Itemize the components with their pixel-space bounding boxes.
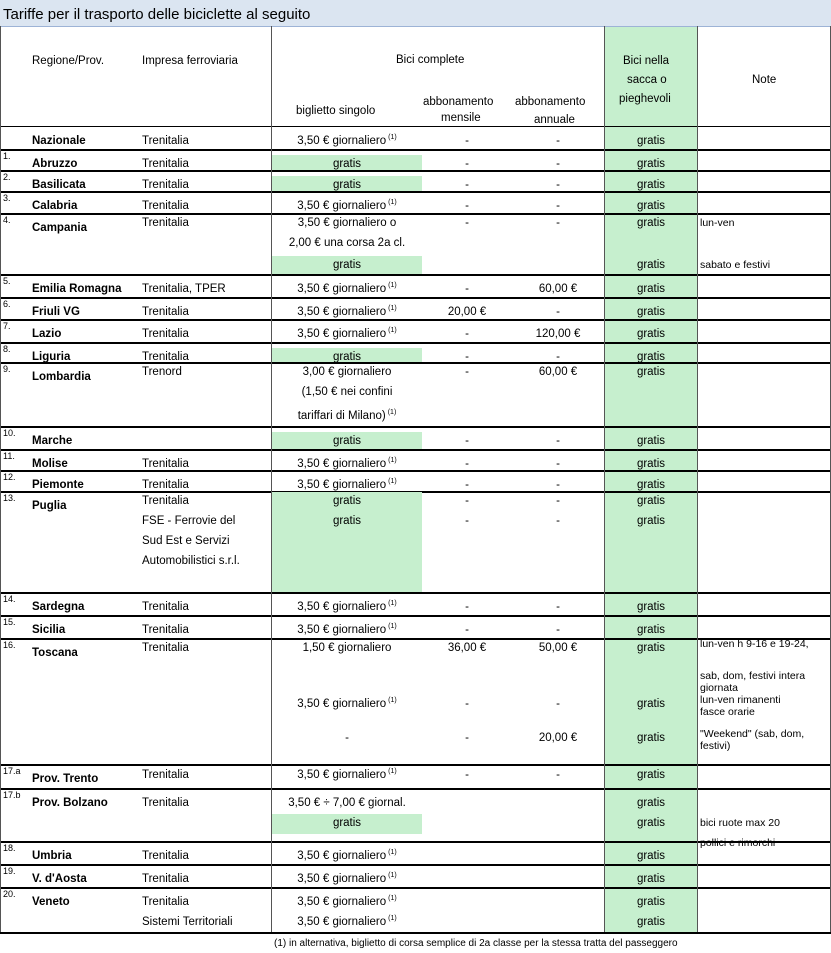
sacca-cell: gratis: [636, 259, 666, 271]
annuale-cell: 60,00 €: [538, 366, 578, 378]
biglietto-cell: gratis: [332, 351, 362, 363]
sacca-cell: gratis: [636, 916, 666, 928]
region-name: Marche: [32, 435, 73, 447]
annuale-cell: -: [556, 698, 560, 710]
title-bar: [0, 0, 831, 27]
region-name: Puglia: [32, 500, 67, 512]
note-cell: sabato e festivi: [700, 259, 771, 271]
annuale-cell: -: [556, 217, 560, 229]
impresa-cell: Trenitalia: [142, 896, 189, 908]
row-number: 14.: [3, 594, 16, 604]
sheet-title: Tariffe per il trasporto delle biciclette al seguito: [3, 6, 311, 23]
annuale-cell: -: [556, 135, 560, 147]
footnote-ref: (1): [388, 327, 397, 334]
annuale-cell: -: [556, 435, 560, 447]
mensile-cell: -: [465, 601, 469, 613]
biglietto-cell: 1,50 € giornaliero: [302, 642, 392, 654]
note-cell: bici ruote max 20: [700, 817, 780, 829]
biglietto-cell: 3,50 € giornaliero $^{(1)}$: [297, 849, 397, 862]
region-name: Friuli VG: [32, 306, 80, 318]
biglietto-cell: 3,50 € giornaliero $^{(1)}$: [297, 134, 397, 147]
row-separator: [0, 426, 831, 428]
row-number: 15.: [3, 617, 16, 627]
row-number: 4.: [3, 215, 11, 225]
biglietto-cell: 3,50 € giornaliero $^{(1)}$: [297, 282, 397, 295]
footnote-ref: (1): [388, 134, 397, 141]
impresa-cell: Trenitalia: [142, 158, 189, 170]
region-name: Toscana: [32, 647, 78, 659]
impresa-cell: Trenitalia: [142, 642, 189, 654]
mensile-cell: -: [465, 328, 469, 340]
footnote-ref: (1): [388, 623, 397, 630]
impresa-cell: Trenitalia: [142, 179, 189, 191]
biglietto-cell: 2,00 € una corsa 2a cl.: [288, 237, 406, 249]
biglietto-cell: gratis: [332, 495, 362, 507]
footnote-ref: (1): [388, 199, 397, 206]
sacca-cell: gratis: [636, 642, 666, 654]
row-number: 17.b: [3, 790, 21, 800]
mensile-cell: 36,00 €: [447, 642, 487, 654]
biglietto-green-bg: [272, 532, 422, 552]
row-number: 12.: [3, 472, 16, 482]
sacca-cell: gratis: [636, 158, 666, 170]
row-separator: [0, 788, 831, 790]
row-separator: [0, 449, 831, 451]
sacca-cell: gratis: [636, 817, 666, 829]
header-impresa: Impresa ferroviaria: [142, 55, 238, 67]
annuale-cell: -: [556, 306, 560, 318]
annuale-cell: -: [556, 179, 560, 191]
region-name: Campania: [32, 222, 87, 234]
region-name: Basilicata: [32, 179, 86, 191]
biglietto-green-bg: [272, 552, 422, 593]
footnote-ref: (1): [388, 872, 397, 879]
sacca-cell: gratis: [636, 601, 666, 613]
header-sacca-1: Bici nella: [623, 55, 670, 67]
grid-line: [0, 26, 1, 932]
row-separator: [0, 213, 831, 215]
footnote: (1) in alternativa, biglietto di corsa semplice di 2a classe per la stessa tratta del passeggero: [274, 938, 678, 949]
biglietto-cell: (1,50 € nei confini: [301, 386, 393, 398]
sacca-cell: gratis: [636, 351, 666, 363]
note-cell: lun-ven: [700, 217, 735, 229]
region-name: Molise: [32, 458, 68, 470]
row-separator: [0, 764, 831, 766]
mensile-cell: -: [465, 624, 469, 636]
header-sacca-2: sacca o: [627, 74, 667, 86]
impresa-cell: Sud Est e Servizi: [142, 535, 230, 547]
impresa-cell: Trenitalia: [142, 873, 189, 885]
biglietto-cell: 3,50 € giornaliero $^{(1)}$: [297, 327, 397, 340]
row-separator: [0, 615, 831, 617]
biglietto-cell: 3,50 € giornaliero $^{(1)}$: [297, 478, 397, 491]
sacca-cell: gratis: [636, 769, 666, 781]
row-separator: [0, 887, 831, 889]
annuale-cell: -: [556, 769, 560, 781]
impresa-cell: FSE - Ferrovie del: [142, 515, 236, 527]
region-name: Lombardia: [32, 371, 91, 383]
region-name: Calabria: [32, 200, 78, 212]
annuale-cell: 50,00 €: [538, 642, 578, 654]
row-number: 11.: [3, 451, 15, 461]
mensile-cell: -: [465, 495, 469, 507]
row-number: 18.: [3, 843, 16, 853]
sacca-cell: gratis: [636, 624, 666, 636]
annuale-cell: -: [556, 624, 560, 636]
biglietto-cell: gratis: [332, 515, 362, 527]
row-number: 13.: [3, 493, 16, 503]
mensile-cell: -: [465, 458, 469, 470]
impresa-cell: Sistemi Territoriali: [142, 916, 233, 928]
biglietto-cell: 3,50 € giornaliero $^{(1)}$: [297, 872, 397, 885]
biglietto-cell: 3,50 € giornaliero $^{(1)}$: [297, 600, 397, 613]
note-cell: lun-ven rimanenti: [700, 694, 781, 706]
impresa-cell: Trenitalia: [142, 351, 189, 363]
mensile-cell: -: [465, 217, 469, 229]
row-number: 10.: [3, 428, 16, 438]
mensile-cell: -: [465, 283, 469, 295]
sacca-cell: gratis: [636, 283, 666, 295]
mensile-cell: -: [465, 135, 469, 147]
mensile-cell: -: [465, 158, 469, 170]
biglietto-cell: 3,50 € giornaliero $^{(1)}$: [297, 895, 397, 908]
impresa-cell: Trenitalia: [142, 135, 189, 147]
region-name: Prov. Trento: [32, 773, 99, 785]
biglietto-cell: gratis: [332, 179, 362, 191]
impresa-cell: Trenitalia: [142, 306, 189, 318]
footnote-ref: (1): [388, 697, 397, 704]
header-bici-complete: Bici complete: [396, 54, 465, 66]
impresa-cell: Trenitalia: [142, 200, 189, 212]
region-name: Abruzzo: [32, 158, 78, 170]
row-separator: [0, 319, 831, 321]
region-name: Umbria: [32, 850, 72, 862]
sacca-cell: gratis: [636, 328, 666, 340]
table-bottom-border: [0, 932, 831, 934]
annuale-cell: -: [556, 351, 560, 363]
region-name: V. d'Aosta: [32, 873, 87, 885]
row-number: 5.: [3, 276, 11, 286]
footnote-ref: (1): [388, 849, 397, 856]
region-name: Liguria: [32, 351, 71, 363]
annuale-cell: -: [556, 601, 560, 613]
sacca-cell: gratis: [636, 797, 666, 809]
row-separator: [0, 170, 831, 172]
biglietto-cell: 3,50 € ÷ 7,00 € giornal.: [288, 797, 406, 809]
impresa-cell: Trenitalia: [142, 797, 189, 809]
sacca-cell: gratis: [636, 873, 666, 885]
grid-line: [271, 26, 272, 932]
region-name: Emilia Romagna: [32, 283, 122, 295]
row-number: 20.: [3, 889, 16, 899]
biglietto-cell: 3,50 € giornaliero $^{(1)}$: [297, 457, 397, 470]
biglietto-cell: 3,50 € giornaliero $^{(1)}$: [297, 623, 397, 636]
sacca-cell: gratis: [636, 698, 666, 710]
footnote-ref: (1): [387, 409, 397, 416]
header-annuale-1: abbonamento: [515, 96, 586, 108]
row-number: 16.: [3, 640, 16, 650]
row-separator: [0, 841, 831, 843]
impresa-cell: Automobilistici s.r.l.: [142, 555, 240, 567]
row-number: 6.: [3, 299, 11, 309]
footnote-ref: (1): [388, 457, 397, 464]
sacca-cell: gratis: [636, 135, 666, 147]
region-name: Prov. Bolzano: [32, 797, 108, 809]
mensile-cell: -: [465, 479, 469, 491]
impresa-cell: Trenitalia: [142, 217, 189, 229]
row-separator: [0, 297, 831, 299]
footnote-ref: (1): [388, 282, 397, 289]
biglietto-cell: 3,50 € giornaliero $^{(1)}$: [297, 697, 397, 710]
mensile-cell: -: [465, 179, 469, 191]
impresa-cell: Trenitalia: [142, 624, 189, 636]
row-separator: [0, 274, 831, 276]
biglietto-cell: -: [345, 732, 349, 744]
note-cell: giornata: [700, 682, 738, 694]
annuale-cell: -: [556, 479, 560, 491]
row-separator: [0, 470, 831, 472]
biglietto-cell: 3,50 € giornaliero $^{(1)}$: [297, 199, 397, 212]
sacca-cell: gratis: [636, 515, 666, 527]
mensile-cell: -: [465, 769, 469, 781]
impresa-cell: Trenitalia: [142, 495, 189, 507]
region-name: Nazionale: [32, 135, 86, 147]
sacca-cell: gratis: [636, 217, 666, 229]
row-separator: [0, 191, 831, 193]
annuale-cell: -: [556, 515, 560, 527]
annuale-cell: 60,00 €: [538, 283, 578, 295]
sacca-cell: gratis: [636, 200, 666, 212]
biglietto-cell: gratis: [332, 158, 362, 170]
sacca-cell: gratis: [636, 366, 666, 378]
biglietto-cell: gratis: [332, 817, 362, 829]
row-number: 3.: [3, 193, 11, 203]
annuale-cell: -: [556, 200, 560, 212]
sacca-cell: gratis: [636, 435, 666, 447]
grid-line: [697, 26, 698, 932]
row-number: 9.: [3, 364, 11, 374]
mensile-cell: -: [465, 732, 469, 744]
sacca-cell: gratis: [636, 458, 666, 470]
note-cell: sab, dom, festivi intera: [700, 670, 806, 682]
mensile-cell: -: [465, 515, 469, 527]
note-cell: pollici e rimorchi: [700, 837, 776, 849]
biglietto-cell: 3,50 € giornaliero $^{(1)}$: [297, 915, 397, 928]
footnote-ref: (1): [388, 600, 397, 607]
row-separator: [0, 362, 831, 364]
header-mensile-1: abbonamento: [423, 96, 494, 108]
impresa-cell: Trenitalia: [142, 769, 189, 781]
annuale-cell: 20,00 €: [538, 732, 578, 744]
mensile-cell: 20,00 €: [447, 306, 487, 318]
mensile-cell: -: [465, 366, 469, 378]
note-cell: lun-ven h 9-16 e 19-24,: [700, 638, 809, 650]
row-separator: [0, 864, 831, 866]
region-name: Sardegna: [32, 601, 85, 613]
impresa-cell: Trenitalia: [142, 458, 189, 470]
region-name: Veneto: [32, 896, 70, 908]
header-sacca-3: pieghevoli: [619, 93, 671, 105]
footnote-ref: (1): [388, 305, 397, 312]
sacca-cell: gratis: [636, 896, 666, 908]
biglietto-cell: 3,50 € giornaliero o: [297, 217, 397, 229]
biglietto-cell: 3,50 € giornaliero $^{(1)}$: [297, 305, 397, 318]
row-separator: [0, 342, 831, 344]
row-number: 1.: [3, 151, 11, 161]
biglietto-cell: 3,00 € giornaliero: [302, 366, 392, 378]
header-mensile-2: mensile: [441, 112, 481, 124]
mensile-cell: -: [465, 435, 469, 447]
footnote-ref: (1): [388, 768, 397, 775]
row-number: 19.: [3, 866, 16, 876]
mensile-cell: -: [465, 200, 469, 212]
sacca-cell: gratis: [636, 306, 666, 318]
biglietto-cell: tariffari di Milano) $^{(1)}$: [297, 409, 397, 422]
note-cell: festivi): [700, 740, 731, 752]
row-number: 7.: [3, 321, 11, 331]
footnote-ref: (1): [388, 915, 397, 922]
row-number: 2.: [3, 172, 11, 182]
region-name: Piemonte: [32, 479, 84, 491]
mensile-cell: -: [465, 698, 469, 710]
biglietto-cell: 3,50 € giornaliero $^{(1)}$: [297, 768, 397, 781]
row-separator: [0, 126, 831, 127]
impresa-cell: Trenitalia: [142, 328, 189, 340]
mensile-cell: -: [465, 351, 469, 363]
sacca-cell: gratis: [636, 732, 666, 744]
sacca-cell: gratis: [636, 850, 666, 862]
impresa-cell: Trenitalia: [142, 850, 189, 862]
region-name: Lazio: [32, 328, 62, 340]
biglietto-cell: gratis: [332, 259, 362, 271]
note-cell: fasce orarie: [700, 706, 755, 718]
sacca-cell: gratis: [636, 179, 666, 191]
grid-line: [604, 26, 605, 932]
row-separator: [0, 149, 831, 151]
impresa-cell: Trenord: [142, 366, 182, 378]
sacca-cell: gratis: [636, 479, 666, 491]
row-separator: [0, 592, 831, 594]
row-number: 17.a: [3, 766, 21, 776]
impresa-cell: Trenitalia, TPER: [142, 283, 226, 295]
biglietto-cell: gratis: [332, 435, 362, 447]
header-biglietto: biglietto singolo: [296, 105, 376, 117]
row-number: 8.: [3, 344, 11, 354]
header-regione: Regione/Prov.: [32, 55, 105, 67]
annuale-cell: -: [556, 458, 560, 470]
region-name: Sicilia: [32, 624, 66, 636]
annuale-cell: -: [556, 158, 560, 170]
annuale-cell: 120,00 €: [535, 328, 581, 340]
header-annuale-2: annuale: [534, 114, 575, 126]
impresa-cell: Trenitalia: [142, 479, 189, 491]
footnote-ref: (1): [388, 895, 397, 902]
impresa-cell: Trenitalia: [142, 601, 189, 613]
annuale-cell: -: [556, 495, 560, 507]
footnote-ref: (1): [388, 478, 397, 485]
header-note: Note: [752, 74, 777, 86]
note-cell: "Weekend" (sab, dom,: [700, 728, 805, 740]
sacca-cell: gratis: [636, 495, 666, 507]
